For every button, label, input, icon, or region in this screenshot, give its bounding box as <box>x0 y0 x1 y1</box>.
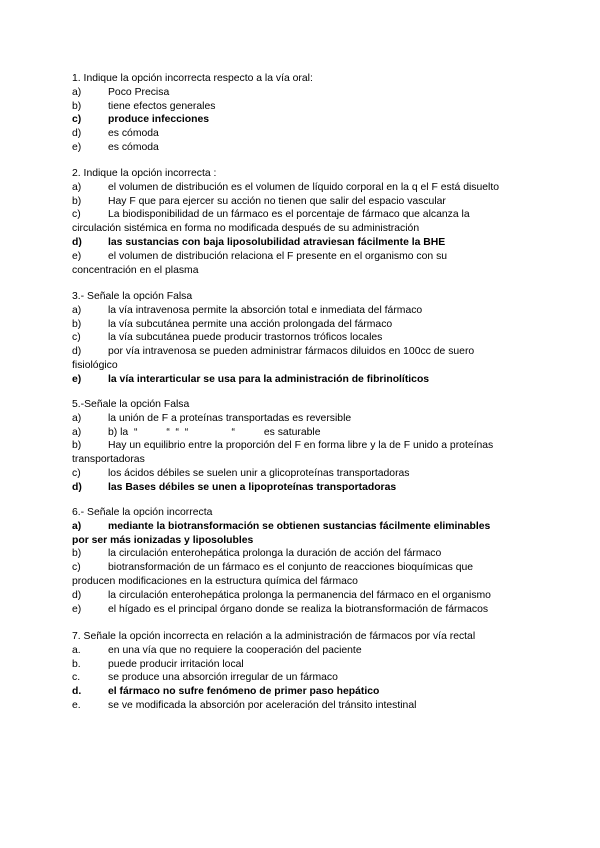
option-a-duplicate: a) b) la “ “ “ “ “ es saturable <box>72 426 321 438</box>
option-d-answer: d) las sustancias con baja liposolubilidad atraviesan fácilmente la BHE <box>72 236 446 248</box>
option-b: b) la circulación enterohepática prolonga la duración de acción del fármaco <box>72 548 442 560</box>
question-stem: 5.-Señale la opción Falsa <box>72 399 190 410</box>
question-2 <box>72 167 532 277</box>
question-stem: 2. Indique la opción incorrecta : <box>72 168 217 179</box>
option-c-continuation: circulación sistémica en forma no modificada después de su administración <box>72 223 420 235</box>
option-b: b) tiene efectos generales <box>72 100 216 112</box>
question-3 <box>72 290 532 387</box>
option-c-continuation: producen modificaciones en la estructura química del fármaco <box>72 575 358 587</box>
option-b: b) Hay un equilibrio entre la proporción del F en forma libre y la de F unido a proteínas <box>72 440 494 452</box>
question-stem: 1. Indique la opción incorrecta respecto a la vía oral: <box>72 73 313 84</box>
option-c: c) biotransformación de un fármaco es el conjunto de reacciones bioquímicas que <box>72 562 474 574</box>
option-a: a) Poco Precisa <box>72 86 170 98</box>
option-b: b. puede producir irritación local <box>72 658 244 670</box>
option-c: c. se produce una absorción irregular de un fármaco <box>72 672 338 684</box>
option-a: a. en una vía que no requiere la cooperación del paciente <box>72 644 362 656</box>
option-d: d) es cómoda <box>72 128 159 140</box>
option-d-answer: d. el fármaco no sufre fenómeno de primer paso hepático <box>72 686 380 698</box>
option-c: c) los ácidos débiles se suelen unir a glicoproteínas transportadoras <box>72 467 410 479</box>
option-d-continuation: fisiológico <box>72 359 118 371</box>
option-c: c) La biodisponibilidad de un fármaco es el porcentaje de fármaco que alcanza la <box>72 209 470 221</box>
option-a: a) el volumen de distribución es el volumen de líquido corporal en la q el F está disuelto <box>72 181 500 193</box>
question-stem: 6.- Señale la opción incorrecta <box>72 507 213 518</box>
option-d: d) la circulación enterohepática prolonga la permanencia del fármaco en el organismo <box>72 589 491 601</box>
option-e-continuation: concentración en el plasma <box>72 264 199 276</box>
option-e: e. se ve modificada la absorción por aceleración del tránsito intestinal <box>72 699 417 711</box>
option-e: e) el volumen de distribución relaciona el F presente en el organismo con su <box>72 250 448 262</box>
option-b-continuation: transportadoras <box>72 454 145 466</box>
question-stem: 7. Señale la opción incorrecta en relación a la administración de fármacos por vía rectal <box>72 631 476 642</box>
option-a-answer: a) mediante la biotransformación se obtienen sustancias fácilmente eliminables <box>72 520 491 532</box>
option-e: e) es cómoda <box>72 141 159 153</box>
option-d: d) por vía intravenosa se pueden administrar fármacos diluidos en 100cc de suero <box>72 346 475 358</box>
option-b: b) la vía subcutánea permite una acción prolongada del fármaco <box>72 318 393 330</box>
question-7 <box>72 630 532 713</box>
question-6 <box>72 506 532 616</box>
option-b: b) Hay F que para ejercer su acción no tienen que salir del espacio vascular <box>72 195 446 207</box>
question-stem: 3.- Señale la opción Falsa <box>72 291 193 302</box>
option-a-continuation: por ser más ionizadas y liposolubles <box>72 534 254 546</box>
option-d-answer: d) las Bases débiles se unen a lipoproteínas transportadoras <box>72 481 397 493</box>
option-a: a) la vía intravenosa permite la absorción total e inmediata del fármaco <box>72 304 423 316</box>
option-e: e) el hígado es el principal órgano donde se realiza la biotransformación de fármacos <box>72 603 489 615</box>
option-c: c) la vía subcutánea puede producir trastornos tróficos locales <box>72 332 383 344</box>
question-5 <box>72 398 532 495</box>
question-1 <box>72 72 532 155</box>
option-e-answer: e) la vía interarticular se usa para la administración de fibrinolíticos <box>72 373 430 385</box>
option-c-answer: c) produce infecciones <box>72 114 210 126</box>
option-a: a) la unión de F a proteínas transportadas es reversible <box>72 412 352 424</box>
